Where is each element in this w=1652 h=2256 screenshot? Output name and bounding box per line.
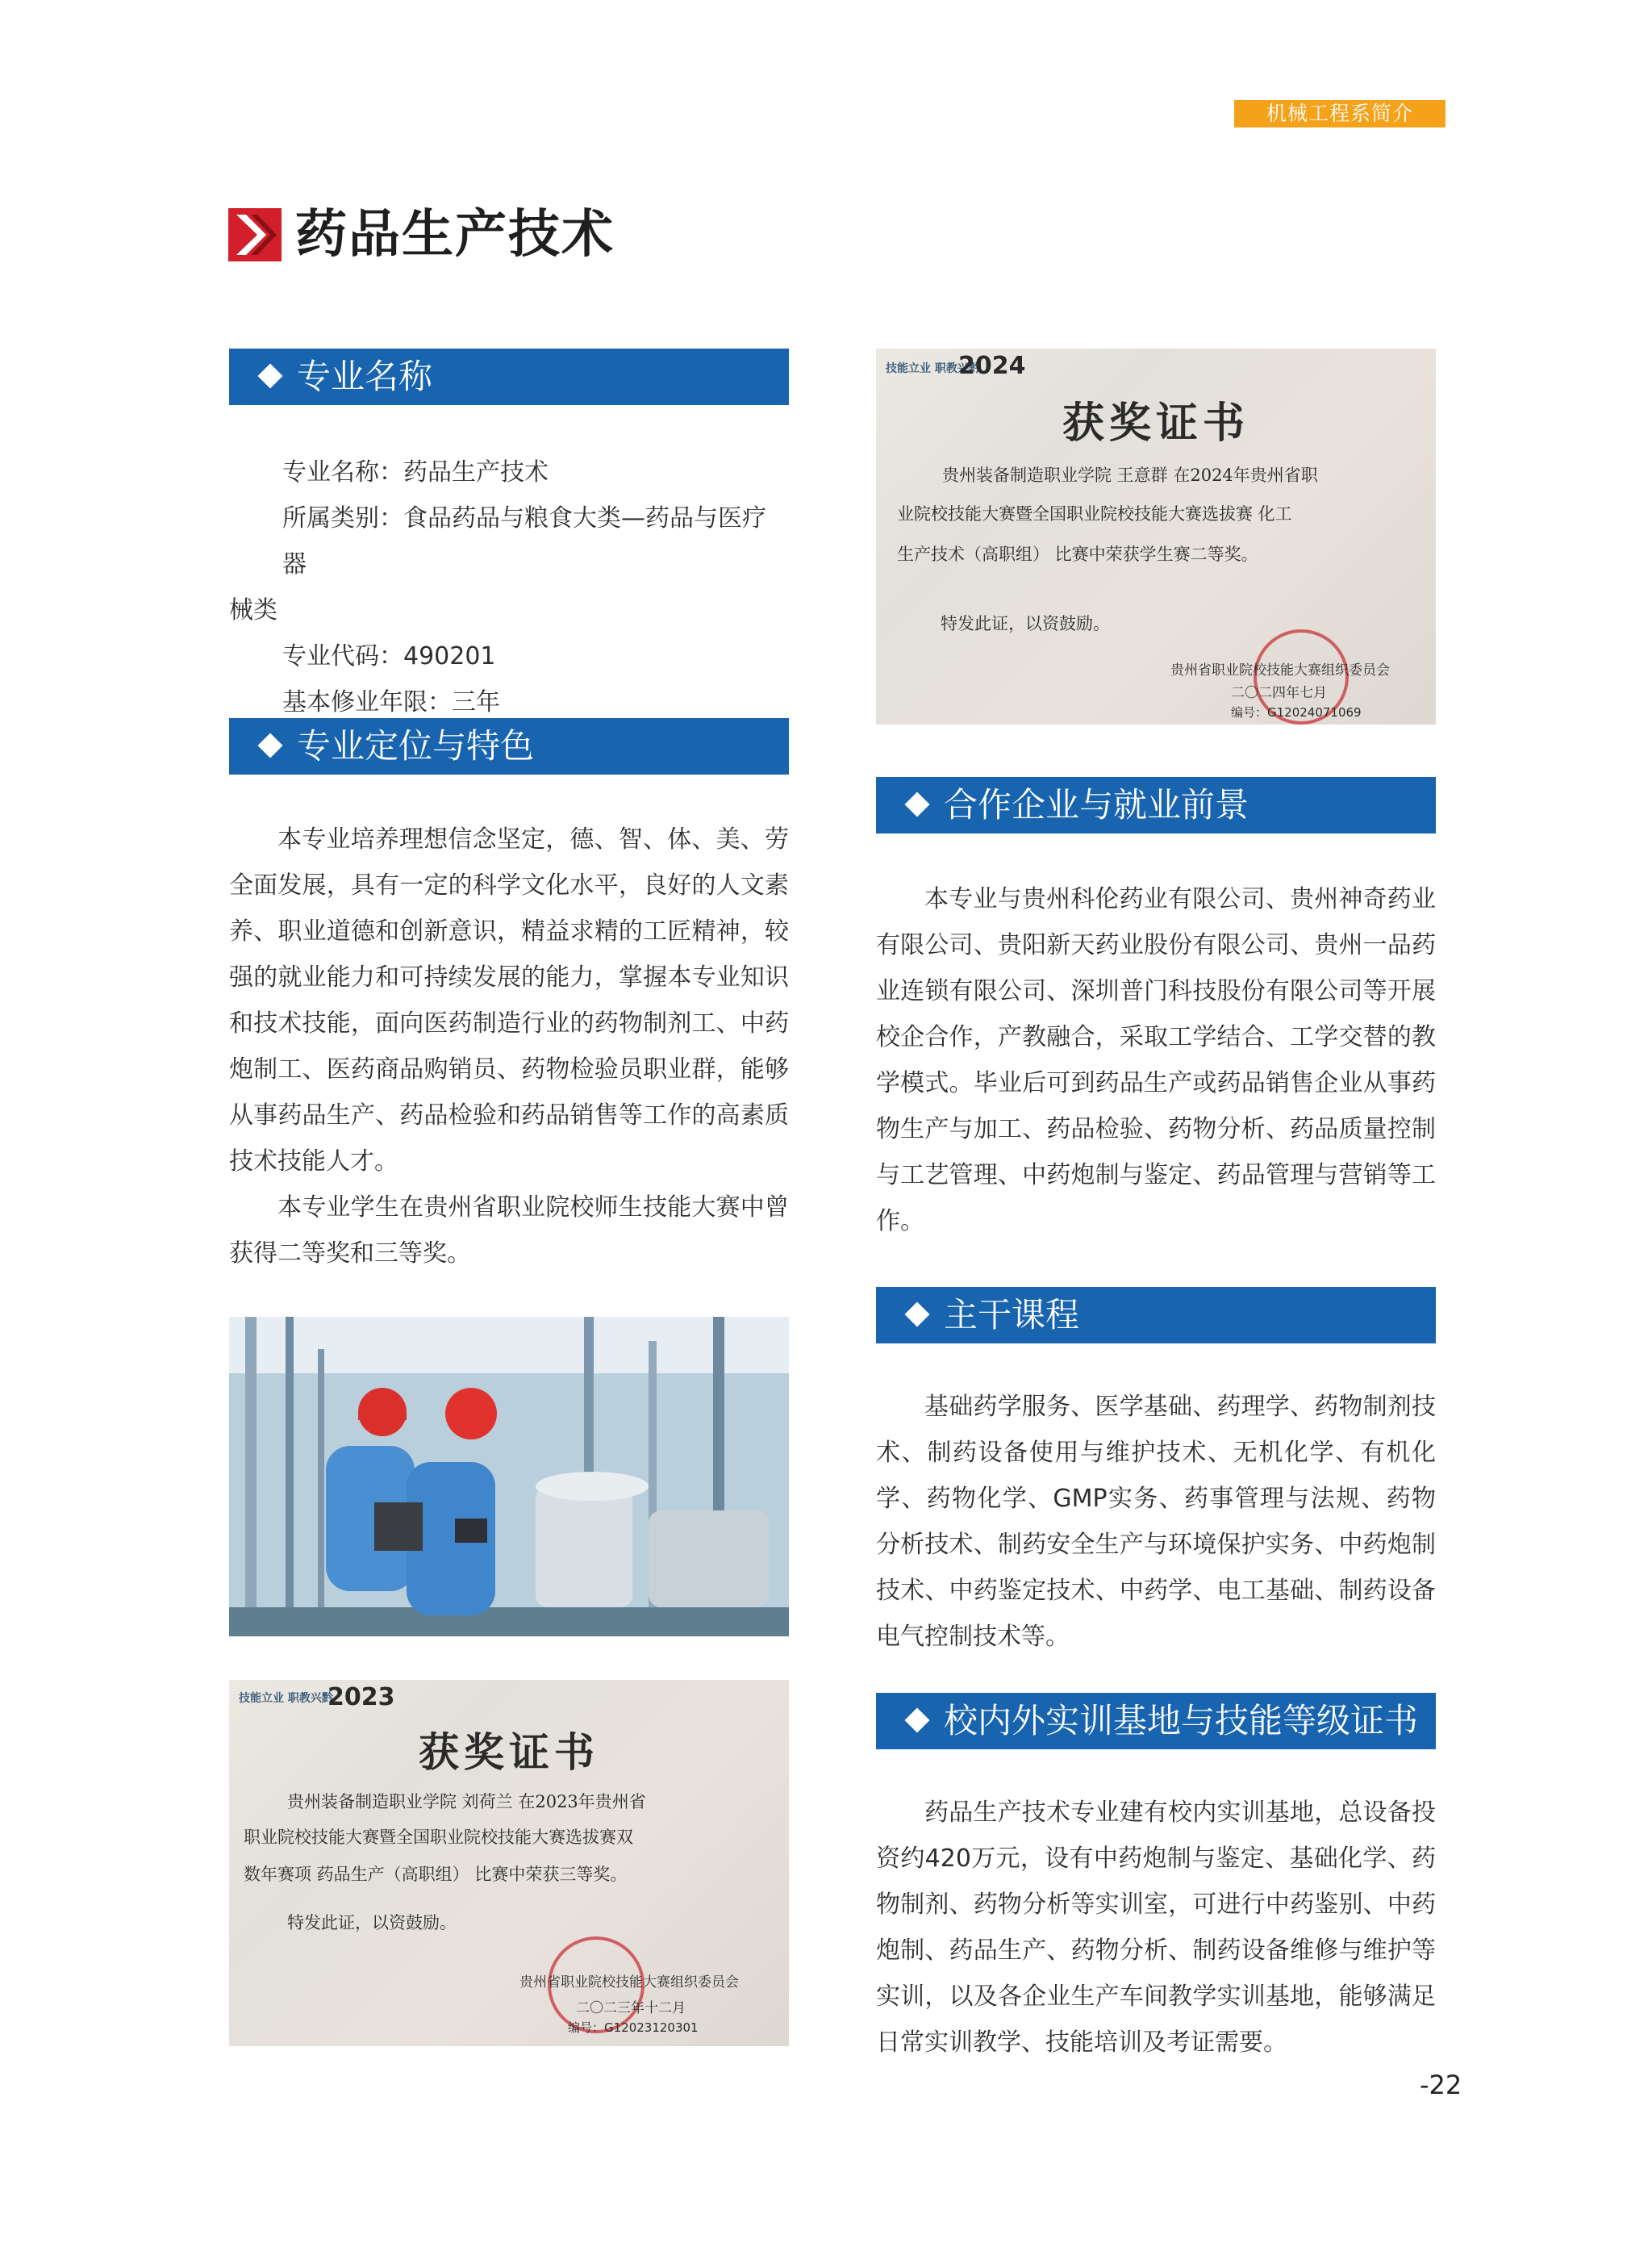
certificate-2023	[229, 1680, 789, 2046]
training-text	[876, 1790, 1436, 2066]
cert-line: 特发此证，以资鼓励。	[941, 614, 1110, 633]
cert-line: 数年赛项 药品生产（高职组） 比赛中荣获三等奖。	[244, 1865, 628, 1884]
title-arrow-icon	[228, 208, 282, 261]
lab-photo-illustration	[229, 1317, 789, 1636]
certificate-2024	[876, 349, 1436, 725]
cert-line: 贵州装备制造职业学院 刘荷兰 在2023年贵州省	[287, 1792, 646, 1811]
cert-line: 业院校技能大赛暨全国职业院校技能大赛选拔赛 化工	[897, 504, 1292, 524]
info-line: 专业名称：药品生产技术	[282, 458, 549, 487]
section-heading-text: 校内外实训基地与技能等级证书	[944, 1701, 1419, 1740]
cert-line: 贵州装备制造职业学院 王意群 在2024年贵州省职	[942, 466, 1318, 485]
header-tag: 机械工程系简介	[1234, 100, 1446, 127]
cert-date: 二〇二四年七月	[1231, 685, 1327, 701]
section-heading-positioning	[229, 718, 789, 775]
page-number: -22	[1420, 2070, 1462, 2100]
diamond-icon	[257, 363, 282, 388]
diamond-icon	[904, 792, 929, 817]
cert-number: 编号：G12023120301	[568, 2020, 699, 2035]
positioning-text	[229, 817, 789, 1276]
cert-title: 获奖证书	[1062, 399, 1249, 448]
section-heading-cooperation	[876, 777, 1436, 833]
name-info-block	[229, 449, 789, 725]
section-heading-courses	[876, 1287, 1436, 1343]
cert-year: 2023	[327, 1683, 395, 1711]
paragraph: 基础药学服务、医学基础、药理学、药物制剂技术、制药设备使用与维护技术、无机化学、有机化学、药物化学、GMP实务、药事管理与法规、药物分析技术、制药安全生产与环境保护实务、中药炮制技术、中药鉴定技术、中药学、电工基础、制药设备电气控制技术等。	[876, 1393, 1436, 1651]
cert-title: 获奖证书	[419, 1728, 599, 1776]
info-line: 械类	[229, 596, 277, 625]
paragraph: 药品生产技术专业建有校内实训基地，总设备投资约420万元，设有中药炮制与鉴定、基础化学、药物制剂、药物分析等实训室，可进行中药鉴别、中药炮制、药品生产、药物分析、制药设备维修与维护等实训，以及各企业生产车间教学实训基地，能够满足日常实训教学、技能培训及考证需要。	[876, 1799, 1436, 2057]
info-line: 所属类别：食品药品与粮食大类—药品与医疗器	[282, 504, 766, 579]
section-heading-text: 主干课程	[944, 1295, 1080, 1335]
paragraph: 本专业学生在贵州省职业院校师生技能大赛中曾获得二等奖和三等奖。	[229, 1193, 789, 1268]
cert-issuer: 贵州省职业院校技能大赛组织委员会	[519, 1974, 739, 1991]
cert-line: 生产技术（高职组） 比赛中荣获学生赛二等奖。	[897, 545, 1258, 564]
paragraph: 本专业培养理想信念坚定，德、智、体、美、劳全面发展，具有一定的科学文化水平，良好的人文素养、职业道德和创新意识，精益求精的工匠精神，较强的就业能力和可持续发展的能力，掌握本专业知识和技术技能，面向医药制造行业的药物制剂工、中药炮制工、医药商品购销员、药物检验员职业群，能够从事药品生产、药品检验和药品销售等工作的高素质技术技能人才。	[229, 825, 789, 1176]
cert-date: 二〇二三年十二月	[576, 2000, 686, 2016]
cert-year: 2024	[958, 352, 1026, 380]
cert-logo-text: 技能立业 职教兴黔	[886, 362, 980, 375]
section-heading-text: 合作企业与就业前景	[944, 785, 1249, 825]
section-heading-text: 专业定位与特色	[297, 726, 535, 766]
cert-logo-text: 技能立业 职教兴黔	[239, 1692, 333, 1705]
diamond-icon	[904, 1301, 929, 1326]
cert-line: 特发此证，以资鼓励。	[287, 1913, 457, 1932]
courses-text	[876, 1384, 1436, 1660]
info-line: 专业代码：490201	[282, 642, 496, 671]
section-heading-training	[876, 1693, 1436, 1749]
paragraph: 本专业与贵州科伦药业有限公司、贵州神奇药业有限公司、贵阳新天药业股份有限公司、贵州一品药业连锁有限公司、深圳普门科技股份有限公司等开展校企合作，产教融合，采取工学结合、工学交替的教学模式。毕业后可到药品生产或药品销售企业从事药物生产与加工、药品检验、药物分析、药品质量控制与工艺管理、中药炮制与鉴定、药品管理与营销等工作。	[876, 885, 1436, 1235]
page-title: 药品生产技术	[295, 205, 615, 265]
cert-line: 职业院校技能大赛暨全国职业院校技能大赛选拔赛双	[244, 1828, 633, 1847]
cert-issuer: 贵州省职业院校技能大赛组织委员会	[1170, 662, 1390, 679]
section-heading-name	[229, 349, 789, 405]
lab-photo	[229, 1317, 789, 1636]
diamond-icon	[257, 733, 282, 758]
section-heading-text: 专业名称	[297, 357, 433, 396]
cert-number: 编号：G12024071069	[1231, 705, 1362, 720]
info-line: 基本修业年限：三年	[282, 688, 500, 716]
diamond-icon	[904, 1707, 929, 1732]
cooperation-text	[876, 876, 1436, 1244]
